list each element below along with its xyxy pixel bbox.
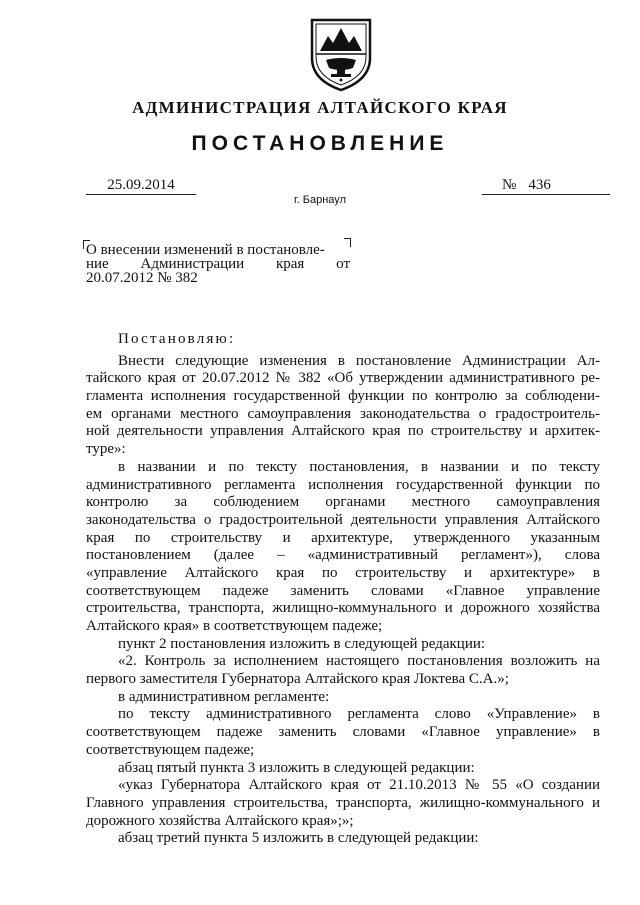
body-line: Главного управления строительства, транспорта, жилищно-коммунального и (86, 794, 600, 811)
number-sign: № (502, 177, 517, 193)
body-line: ем органами местного самоуправления законодательства о градостроитель- (86, 405, 600, 422)
body-line: туре»: (86, 441, 126, 458)
body-line: дорожного хозяйства Алтайского края»;»; (86, 812, 354, 829)
body-line: первого заместителя Губернатора Алтайского края Локтева С.А.»; (86, 671, 509, 688)
body-line: «2. Контроль за исполнением настоящего постановления возложить на (118, 653, 600, 670)
body-line: законодательства о градостроительной деятельности управления Алтайского (86, 511, 600, 528)
number-value: 436 (528, 177, 551, 193)
document-subject (86, 243, 350, 285)
body-line: абзац пятый пункта 3 изложить в следующей редакции: (118, 759, 475, 776)
body-line: ной деятельности управления Алтайского края по строительству и архитек- (86, 423, 600, 440)
body-line: тайского края от 20.07.2012 № 382 «Об утверждении административного ре- (86, 370, 600, 387)
subject-line: ние Администрации края от (86, 256, 350, 272)
document-type: ПОСТАНОВЛЕНИЕ (191, 132, 449, 155)
body-line: постановлением (далее – «административный регламент»), слова (86, 547, 600, 564)
body-line: гламента исполнения государственной функции по контролю за соблюдени- (86, 388, 600, 405)
body-line: Внести следующие изменения в постановление Администрации Ал- (118, 352, 600, 369)
body-line: в названии и по тексту постановления, в названии и по тексту (118, 458, 600, 475)
decree-word: Постановляю: (118, 331, 236, 347)
body-line: строительства, транспорта, жилищно-коммунального и дорожного хозяйства (86, 600, 600, 617)
body-line: края по строительству и архитектуре, утвержденного указанным (86, 529, 600, 546)
body-line: соответствующем падеже заменить словами «Главное управление (86, 582, 600, 599)
subject-line: О внесении изменений в постановле- (86, 242, 325, 258)
body-line: пункт 2 постановления изложить в следующей редакции: (118, 635, 486, 652)
document-body (86, 331, 600, 848)
document-date: 25.09.2014 (86, 176, 196, 195)
body-line: «указ Губернатора Алтайского края от 21.10.2013 № 55 «О создании (118, 777, 600, 794)
city-name: г. Барнаул (294, 194, 346, 206)
body-line: Алтайского края» в соответствующем падеже; (86, 618, 383, 634)
body-line: контролю за соблюдением органами местного самоуправления (86, 494, 600, 511)
body-line: в административном регламенте: (118, 688, 330, 705)
body-line: соответствующем падеже; (86, 741, 255, 758)
subject-line: 20.07.2012 № 382 (86, 270, 198, 286)
document-number (482, 176, 610, 195)
body-line: «управление Алтайского края по строительству и архитектуре» в (86, 564, 600, 581)
body-line: соответствующем падеже заменить словами «Главное управление» в (86, 724, 600, 741)
altai-krai-coat-of-arms-icon (306, 14, 376, 94)
body-line: по тексту административного регламента слово «Управление» в (118, 706, 600, 723)
organization-name: АДМИНИСТРАЦИЯ АЛТАЙСКОГО КРАЯ (132, 98, 508, 117)
body-line: административного регламента исполнения государственной функции по (86, 476, 600, 493)
body-line: абзац третий пункта 5 изложить в следующей редакции: (118, 830, 479, 847)
